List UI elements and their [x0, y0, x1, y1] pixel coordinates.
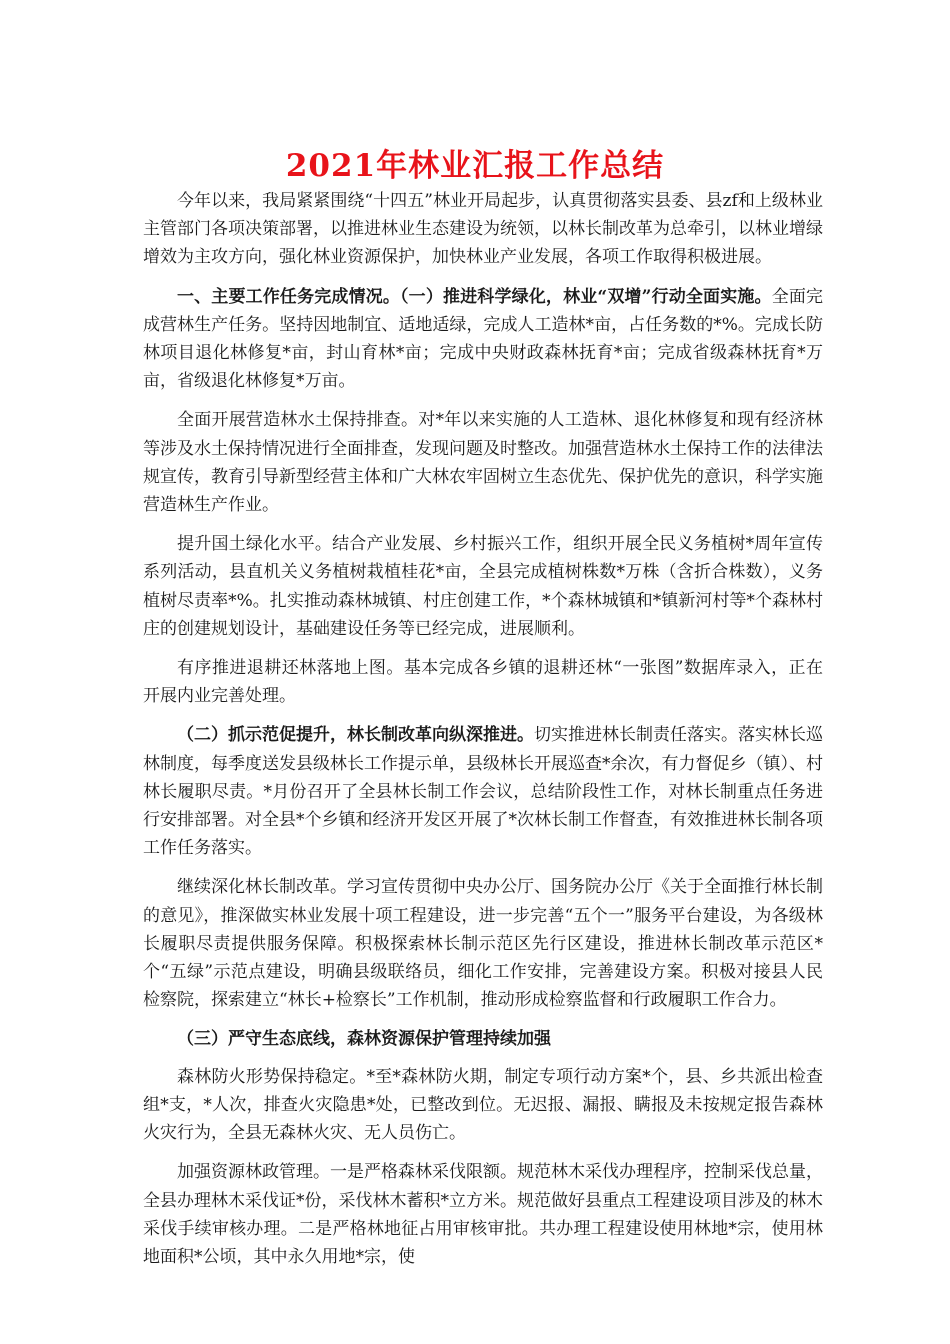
- section-heading: 一、主要工作任务完成情况。（一）推进科学绿化，林业“双增”行动全面实施。: [177, 286, 772, 307]
- paragraph-text: 全面开展营造林水土保持排查。对*年以来实施的人工造林、退化林修复和现有经济林等涉及水土保持情况进行全面排查，发现问题及时整改。加强营造林水土保持工作的法律法规宣传，教育引导新型经营主体和广大林农牢固树立生态优先、保护优先的意识，科学实施营造林生产作业。: [143, 410, 823, 516]
- paragraph-section-2: [143, 721, 823, 862]
- paragraph-intro: [143, 187, 823, 272]
- paragraph-text: 今年以来，我局紧紧围绕“十四五”林业开局起步，认真贯彻落实县委、县zf和上级林业主管部门各项决策部署，以推进林业生态建设为统领，以林长制改革为总牵引，以林业增绿增效为主攻方向，强化林业资源保护，加快林业产业发展，各项工作取得积极进展。: [143, 191, 823, 268]
- paragraph-fire-prevention: [143, 1063, 823, 1148]
- paragraph-soil-conservation: [143, 406, 823, 519]
- paragraph-section-1: [143, 283, 823, 396]
- paragraph-greening: [143, 530, 823, 643]
- paragraph-text: 加强资源林政管理。一是严格森林采伐限额。规范林木采伐办理程序，控制采伐总量，全县办理林木采伐证*份，采伐林木蓄积*立方米。规范做好县重点工程建设项目涉及的林木采伐手续审核办理。二是严格林地征占用审核审批。共办理工程建设使用林地*宗，使用林地面积*公顷，其中永久用地*宗，使: [143, 1162, 823, 1267]
- paragraph-text: 继续深化林长制改革。学习宣传贯彻中央办公厅、国务院办公厅《关于全面推行林长制的意见》，推深做实林业发展十项工程建设，进一步完善“五个一”服务平台建设，为各级林长履职尽责提供服务保障。积极探索林长制示范区先行区建设，推进林长制改革示范区*个“五绿”示范点建设，明确县级联络员，细化工作安排，完善建设方案。积极对接县人民检察院，探索建立“林长+检察长”工作机制，推动形成检察监督和行政履职工作合力。: [143, 877, 823, 1011]
- paragraph-forest-chief-reform: [143, 873, 823, 1014]
- paragraph-text: 全面完成营林生产任务。坚持因地制宜、适地适绿，完成人工造林*亩，占任务数的*%。完成长防林项目退化林修复*亩，封山育林*亩；完成中央财政森林抚育*亩；完成省级森林抚育*万亩，省级退化林修复*万亩。: [143, 286, 823, 392]
- section-heading: （三）严守生态底线，森林资源保护管理持续加强: [177, 1029, 551, 1050]
- paragraph-text: 切实推进林长制责任落实。落实林长巡林制度，每季度送发县级林长工作提示单，县级林长开展巡查*余次，有力督促乡（镇）、村林长履职尽责。*月份召开了全县林长制工作会议，总结阶段性工作，对林长制重点任务进行安排部署。对全县*个乡镇和经济开发区开展了*次林长制工作督查，有效推进林长制各项工作任务落实。: [143, 725, 823, 859]
- paragraph-text: 提升国土绿化水平。结合产业发展、乡村振兴工作，组织开展全民义务植树*周年宣传系列活动，县直机关义务植树栽植桂花*亩，全县完成植树株数*万株（含折合株数），义务植树尽责率*%。扎实推动森林城镇、村庄创建工作，*个森林城镇和*镇新河村等*个森林村庄的创建规划设计，基础建设任务等已经完成，进展顺利。: [143, 534, 823, 639]
- paragraph-section-3: [143, 1025, 823, 1053]
- document-body: [143, 187, 823, 1282]
- paragraph-text: 有序推进退耕还林落地上图。基本完成各乡镇的退耕还林“一张图”数据库录入，正在开展内业完善处理。: [143, 658, 823, 707]
- section-heading: （二）抓示范促提升，林长制改革向纵深推进。: [177, 725, 534, 746]
- paragraph-text: 森林防火形势保持稳定。*至*森林防火期，制定专项行动方案*个，县、乡共派出检查组*支，*人次，排查火灾隐患*处，已整改到位。无迟报、漏报、瞒报及未按规定报告森林火灾行为，全县无森林火灾、无人员伤亡。: [143, 1066, 823, 1144]
- document-title: 2021年林业汇报工作总结: [285, 148, 665, 184]
- paragraph-farmland-return: [143, 654, 823, 710]
- paragraph-resource-management: [143, 1158, 823, 1271]
